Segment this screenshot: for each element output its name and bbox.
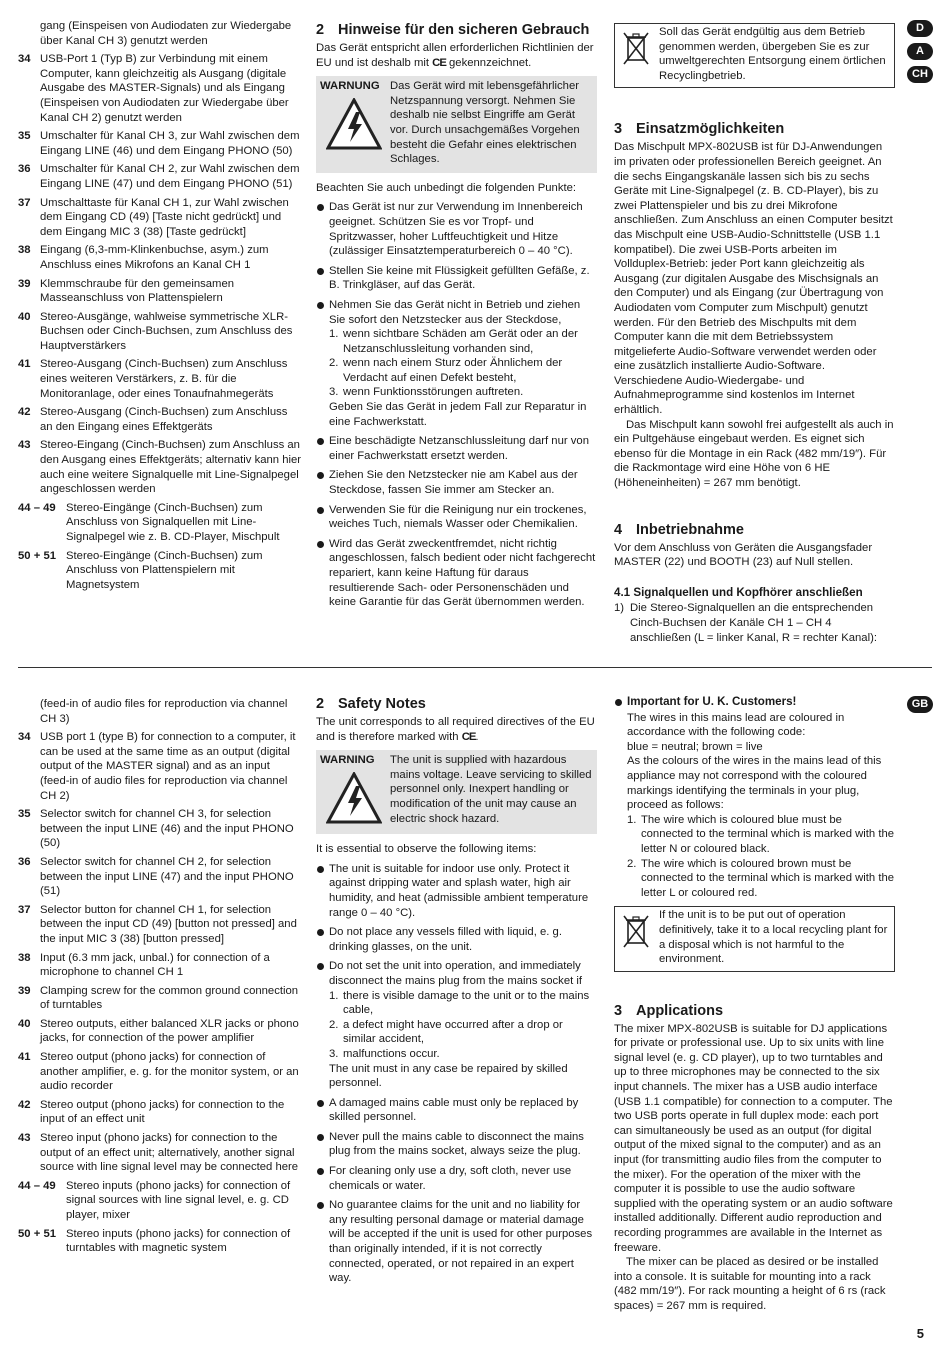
en-uk-heading: Important for U. K. Customers! (627, 695, 797, 708)
item-text: Stereo input (phono jacks) for connection to the output of an effect unit; alternatively, another signal source with line signal level may be connected here (40, 1132, 299, 1174)
item-number: 39 (18, 984, 31, 997)
item-number: 43 (18, 439, 31, 452)
en-item-35 (18, 807, 302, 851)
sub-number: 3. (329, 1047, 339, 1060)
item-number: 38 (18, 244, 31, 257)
item-number: 44 – 49 (18, 501, 56, 514)
de-item-41 (18, 357, 302, 401)
item-text: Stereo inputs (phono jacks) for connection of signal sources with line signal level, e. g. CD player, mixer (66, 1179, 291, 1221)
de-column-3 (614, 23, 895, 645)
item-number: 39 (18, 277, 31, 290)
en-bullet-4: A damaged mains cable must only be replaced by skilled personnel. (316, 1096, 597, 1125)
de-bullet-7: Wird das Gerät zweckentfremdet, nicht richtig angeschlossen, falsch bedient oder nicht fachgerecht repariert, kann keine Haftung für daraus resultierende Sach- oder Personenschäden und keine Garantie für das Gerät übernommen werden. (316, 537, 597, 610)
en-column-2 (316, 695, 597, 1286)
item-text: Stereo inputs (phono jacks) for connection of turntables with magnetic system (66, 1227, 291, 1255)
en-section-3-p2: The mixer can be placed as desired or be installed into a console. It is suitable for mounting into a rack (482 mm/19″). For rack mounting a height of 6 rs (rack spaces) = 267 mm is required. (614, 1256, 886, 1312)
sub-text: The wire which is coloured blue must be connected to the terminal which is marked with the letter N or coloured black. (641, 813, 895, 855)
de-item-36 (18, 162, 302, 191)
en-section-3-heading: 3 Applications (614, 1002, 724, 1019)
sub-text: there is visible damage to the unit or to the mains cable, (343, 989, 590, 1017)
item-text: Umschalter für Kanal CH 3, zur Wahl zwischen dem Eingang LINE (46) und dem Eingang PHONO (50) (40, 130, 300, 157)
en-bullet-3-sub-3 (329, 1047, 597, 1062)
sub-text: malfunctions occur. (343, 1047, 440, 1060)
item-number: 34 (18, 53, 31, 66)
de-item-range-0 (18, 501, 302, 545)
language-divider (18, 667, 932, 668)
ce-mark-icon: CE (461, 730, 476, 743)
de-bullet-1: Das Gerät ist nur zur Verwendung im Innenbereich geeignet. Schützen Sie es vor Tropf- und Spritzwasser, hoher Luftfeuchtigkeit und Hitze (zulässiger Einsatztemperaturbereich 0 – 40 °C). (316, 200, 597, 258)
de-section-3-heading: 3 Einsatzmöglichkeiten (614, 121, 785, 138)
sub-text: a defect might have occurred after a drop or similar accident, (343, 1018, 563, 1046)
de-item-34 (18, 52, 302, 125)
item-text: Selector button for channel CH 1, for selection between the input CD (49) [button not pressed] and the input MIC 3 (38) [button pressed] (40, 903, 297, 945)
item-text: Stereo-Eingänge (Cinch-Buchsen) zum Anschluss von Signalquellen mit Line-Signalpegel wie z. B. CD-Player, Mischpult (66, 501, 280, 543)
en-item-42 (18, 1098, 302, 1127)
en-item-41 (18, 1050, 302, 1094)
en-section-2-intro: The unit corresponds to all required directives of the EU and is therefore marked with CE. (316, 716, 595, 743)
de-observe-text: Beachten Sie auch unbedingt die folgenden Punkte: (316, 181, 577, 194)
de-item-43 (18, 438, 302, 496)
de-bullet-3-sub-2 (329, 356, 597, 385)
de-bullet-4: Eine beschädigte Netzanschlussleitung darf nur von einer Fachwerkstatt ersetzt werden. (316, 434, 597, 463)
de-item-35 (18, 129, 302, 158)
de-bullet-3-sub-1 (329, 327, 597, 356)
item-text: Klemmschraube für den gemeinsamen Masseanschluss von Plattenspielern (40, 277, 235, 305)
en-item-38 (18, 951, 302, 980)
en-column-1 (18, 697, 302, 1260)
language-badge-gb: GB (907, 696, 933, 713)
item-text: Clamping screw for the common ground connection of turntables (40, 984, 299, 1012)
language-badge-ch: CH (907, 66, 933, 83)
sub-number: 1. (329, 989, 339, 1002)
language-badge-a: A (907, 43, 933, 60)
de-item-range-1 (18, 549, 302, 593)
de-column-1 (18, 19, 302, 596)
electric-shock-warning-icon (326, 772, 382, 824)
sub-text: wenn nach einem Sturz oder Ähnlichem der Verdacht auf einen Defekt besteht, (343, 357, 563, 384)
de-warning-box (316, 76, 597, 173)
en-item-continuation: (feed-in of audio files for reproduction via channel CH 3) (40, 698, 288, 725)
en-bullet-3: Do not set the unit into operation, and immediately disconnect the mains plug from the mains socket if 1. there is visible damage to the unit or to the mains cable, 2. a defect might have occurred after a drop or similar accident, 3. malfunctions occur. The unit must in any case be repaired by skilled personnel. (316, 959, 597, 1090)
en-warning-label: WARNING (320, 754, 375, 767)
item-text: Stereo-Eingänge (Cinch-Buchsen) zum Anschluss von Plattenspielern mit Magnetsystem (66, 549, 263, 591)
de-bullet-5: Ziehen Sie den Netzstecker nie am Kabel aus der Steckdose, fassen Sie immer am Stecker an. (316, 468, 597, 497)
item-number: 35 (18, 808, 31, 821)
en-bullet-2: Do not place any vessels filled with liquid, e. g. drinking glasses, on the unit. (316, 925, 597, 954)
item-text: USB port 1 (type B) for connection to a computer, it can be used at the same time as an output (digital output of the MASTER signal) and as an input (feed-in of audio files for reproduction via channel CH 2) (40, 731, 296, 802)
item-text: Stereo-Eingang (Cinch-Buchsen) zum Anschluss an den Ausgang eines Effektgeräts; alternativ kann hier auch eine weitere Signalquelle mit Line-Signalpegel angeschlossen werden (40, 439, 302, 496)
item-number: 41 (18, 1051, 31, 1064)
item-number: 36 (18, 855, 31, 868)
sub-number: 2. (329, 1018, 339, 1031)
en-bullet-1: The unit is suitable for indoor use only. Protect it against dripping water and splash water, high air humidity, and heat (admissible ambient temperature range 0 – 40 °C). (316, 862, 597, 920)
item-number: 44 – 49 (18, 1179, 56, 1192)
de-item-continuation: gang (Einspeisen von Audiodaten zur Wiedergabe über Kanal CH 3) genutzt werden (40, 20, 292, 47)
item-text: Stereo-Ausgänge, wahlweise symmetrische XLR-Buchsen oder Cinch-Buchsen, zum Anschluss des Hauptverstärkers (40, 310, 293, 352)
crossed-out-bin-icon (621, 913, 651, 949)
item-number: 40 (18, 1017, 31, 1030)
en-uk-step-2 (627, 857, 895, 901)
item-number: 42 (18, 1098, 31, 1111)
page-number: 5 (916, 1326, 924, 1341)
item-text: Eingang (6,3-mm-Klinkenbuchse, asym.) zum Anschluss eines Mikrofons an Kanal CH 1 (40, 244, 269, 271)
en-uk-step-1 (627, 813, 895, 857)
en-recycling-box: If the unit is to be put out of operation definitively, take it to a local recycling plant for a disposal which is not harmful to the environment. (614, 906, 895, 971)
sub-number: 1. (627, 813, 637, 826)
item-text: Stereo outputs, either balanced XLR jacks or phono jacks, for connection of the power amplifier (40, 1017, 299, 1045)
item-number: 43 (18, 1132, 31, 1145)
crossed-out-bin-icon (621, 30, 651, 66)
en-section-2-heading: 2 Safety Notes (316, 696, 426, 712)
sub-number: 2. (627, 857, 637, 870)
item-number: 37 (18, 903, 31, 916)
de-item-37 (18, 196, 302, 240)
de-section-2-heading: 2 Hinweise für den sicheren Gebrauch (316, 22, 590, 38)
en-item-range-1 (18, 1227, 302, 1256)
en-item-36 (18, 855, 302, 899)
en-item-39 (18, 984, 302, 1013)
sub-number: 3. (329, 386, 339, 399)
item-number: 34 (18, 731, 31, 744)
en-item-34 (18, 730, 302, 803)
item-text: Stereo output (phono jacks) for connection to the input of an effect unit (40, 1098, 285, 1126)
item-number: 36 (18, 163, 31, 176)
en-item-range-0 (18, 1179, 302, 1223)
de-section-3-p2: Das Mischpult kann sowohl frei aufgestellt als auch in ein Pultgehäuse eingebaut werden. Es eignet sich ebenso für die Montage in ein Rack (482 mm/19″). Für die Rackmontage wird eine Höhe von 6 HE (Höheneinheiten) = 267 mm benötigt. (614, 418, 894, 490)
de-column-2 (316, 21, 597, 610)
item-number: 41 (18, 358, 31, 371)
de-item-39 (18, 277, 302, 306)
de-item-40 (18, 310, 302, 354)
item-text: Selector switch for channel CH 3, for selection between the input LINE (46) and the input PHONO (50) (40, 808, 294, 850)
de-bullet-2: Stellen Sie keine mit Flüssigkeit gefüllten Gefäße, z. B. Trinkgläser, auf das Gerät. (316, 264, 597, 293)
item-text: Stereo-Ausgang (Cinch-Buchsen) zum Anschluss an den Eingang eines Effektgeräts (40, 406, 288, 433)
sub-number: 1. (329, 328, 339, 341)
item-text: Stereo-Ausgang (Cinch-Buchsen) zum Anschluss eines weiteren Verstärkers, z. B. für die Monitoranlage, oder eines Tonaufnahmegeräts (40, 358, 288, 400)
en-warning-text: The unit is supplied with hazardous mains voltage. Leave servicing to skilled personnel only. Inexpert handling or modification of the unit may cause an electric shock hazard. (390, 754, 592, 825)
en-observe-text: It is essential to observe the following items: (316, 843, 537, 856)
item-text: Stereo output (phono jacks) for connection of another amplifier, e. g. for the monitor system, or an audio recorder (40, 1051, 299, 1093)
language-badge-d: D (907, 20, 933, 37)
de-recycling-box: Soll das Gerät endgültig aus dem Betrieb genommen werden, übergeben Sie es zur umweltgerechten Entsorgung einem örtlichen Recyclingbetrieb. (614, 23, 895, 88)
de-bullet-3-sub-3 (329, 385, 597, 400)
en-column-3 (614, 695, 895, 1314)
sub-text: wenn sichtbare Schäden am Gerät oder an der Netzanschlussleitung vorhanden sind, (343, 328, 578, 355)
en-bullet-3-sub-2 (329, 1018, 597, 1047)
de-section-3-p1: Das Mischpult MPX-802USB ist für DJ-Anwendungen im privaten oder professionellen Bereich geeignet. An die sechs Eingangskanäle lassen sich bis zu sechs Geräte mit Line-Signalpegel (z. B. CD-Player), bis zu zwei Plattenspieler und bis zu drei Mikrofone anschließen. Zum Anschluss an einen Computer besitzt das Mischpult eine USB-Audio-Schnittstelle (USB 1.1 kompatibel). Die zwei USB-Ports arbeiten im Vollduplex-Betrieb: jeder Port kann gleichzeitig als Ausgang (zur digitalen Ausgabe des Mischsignals an den Computer) und als Eingang (zur Übertragung von Audiodaten vom Computer zum Mischpult) genutzt werden. Für den Betrieb des Mischpults mit dem Computer kann die mit dem Betriebssystem mitgelieferte Audio-Software verwendet werden oder eine zusätzlich installierte Audio-Software. Verschiedene Audio-Wiedergabe- und Aufnahmeprogramme sind kostenlos im Internet erhältlich. (614, 141, 893, 417)
item-number: 37 (18, 196, 31, 209)
de-item-38 (18, 243, 302, 272)
item-number: 42 (18, 406, 31, 419)
item-number: 50 + 51 (18, 549, 57, 562)
de-section-4-p1: Vor dem Anschluss von Geräten die Ausgangsfader MASTER (22) und BOOTH (23) auf Null stellen. (614, 541, 873, 569)
de-bullet-6: Verwenden Sie für die Reinigung nur ein trockenes, weiches Tuch, niemals Wasser oder Chemikalien. (316, 503, 597, 532)
de-warning-text: Das Gerät wird mit lebensgefährlicher Netzspannung versorgt. Nehmen Sie deshalb nie selbst Eingriffe am Gerät vor. Durch unsachgemäßes Vorgehen besteht die Gefahr eines elektrischen Schlages. (390, 80, 580, 166)
item-text: Umschalttaste für Kanal CH 1, zur Wahl zwischen dem Eingang CD (49) [Taste nicht gedrückt] und dem Eingang MIC 3 (38) [Taste gedrückt] (40, 196, 289, 238)
item-text: Input (6.3 mm jack, unbal.) for connection of a microphone to channel CH 1 (40, 951, 270, 979)
item-text: Umschalter für Kanal CH 2, zur Wahl zwischen dem Eingang LINE (47) und dem Eingang PHONO (51) (40, 163, 300, 190)
electric-shock-warning-icon (326, 98, 382, 150)
en-section-3-p1: The mixer MPX-802USB is suitable for DJ applications for private or professional use. Up to six units with line signal level (e. g. CD player), up to two turntables and up to three microphones may be connected to the six input channels. The mixer has a USB audio interface (USB 1.1 compatible) for connection to a computer. The two USB ports operate in full duplex mode: each port can simultaneously be used as an output (for digital output of the mixed signal to the computer) and as an input (for transmitting audio files from the computer to the mixer). For the operation of the mixer with the computer it is possible to use the audio software supplied with the operating system or an audio software installed additionally. Different audio reproduction and recording programmes are available in the Internet as freeware. (614, 1022, 893, 1254)
de-section-4-1-step-1: 1) Die Stereo-Signalquellen an die entsprechenden Cinch-Buchsen der Kanäle CH 1 – CH 4 anschließen (L = linker Kanal, R = rechter Kanal): (614, 602, 877, 644)
item-number: 40 (18, 310, 31, 323)
de-warning-label: WARNUNG (320, 80, 380, 93)
en-bullet-6: For cleaning only use a dry, soft cloth, never use chemicals or water. (316, 1164, 597, 1193)
en-item-37 (18, 903, 302, 947)
de-section-2-intro: Das Gerät entspricht allen erforderlichen Richtlinien der EU und ist deshalb mit CE gekennzeichnet. (316, 42, 594, 69)
item-number: 38 (18, 951, 31, 964)
en-uk-notice: Important for U. K. Customers! The wires in this mains lead are coloured in accordance with the following code: blue = neutral; brown = live As the colours of the wires in the mains lead of this appliance may not correspond with the coloured markings identifying the terminals in your plug, proceed as follows: 1. The wire which is coloured blue must be connected to the terminal which is marked with the letter N or coloured black. 2. The wire which is coloured brown must be connected to the terminal which is marked with the letter L or coloured red. (614, 695, 895, 900)
de-section-4-1-heading: 4.1 Signalquellen und Kopfhörer anschließen (614, 585, 863, 599)
en-warning-box (316, 750, 597, 834)
ce-mark-icon: CE (432, 56, 446, 69)
item-text: USB-Port 1 (Typ B) zur Verbindung mit einem Computer, kann gleichzeitig als Ausgang (digitale Ausgabe des MASTER-Signals) und als Eingang (Einspeisen von Audiodaten zur Wiedergabe über Kanal CH 2) genutzt werden (40, 53, 289, 124)
en-bullet-3-sub-1 (329, 989, 597, 1018)
item-number: 50 + 51 (18, 1227, 57, 1240)
en-bullet-5: Never pull the mains cable to disconnect the mains plug from the mains socket, always seize the plug. (316, 1130, 597, 1159)
item-text: Selector switch for channel CH 2, for selection between the input LINE (47) and the input PHONO (51) (40, 855, 294, 898)
sub-text: The wire which is coloured brown must be connected to the terminal which is marked with the letter L or coloured red. (641, 857, 895, 899)
de-item-42 (18, 405, 302, 434)
sub-number: 2. (329, 357, 339, 370)
item-number: 35 (18, 130, 31, 143)
en-item-40 (18, 1017, 302, 1046)
en-bullet-7: No guarantee claims for the unit and no liability for any resulting personal damage or material damage will be accepted if the unit is used for other purposes than originally intended, if it is not correctly connected, operated, or not repaired in an expert way. (316, 1198, 597, 1286)
sub-text: wenn Funktionsstörungen auftreten. (343, 386, 524, 399)
de-section-4-heading: 4 Inbetriebnahme (614, 521, 744, 538)
en-item-43 (18, 1131, 302, 1175)
de-bullet-3: Nehmen Sie das Gerät nicht in Betrieb und ziehen Sie sofort den Netzstecker aus der Steckdose, 1. wenn sichtbare Schäden am Gerät oder an der Netzanschlussleitung vorhanden sind, 2. wenn nach einem Sturz oder Ähnlichem der Verdacht auf einen Defekt besteht, 3. wenn Funktionsstörungen auftreten. Geben Sie das Gerät in jedem Fall zur Reparatur in eine Fachwerkstatt. (316, 298, 597, 429)
